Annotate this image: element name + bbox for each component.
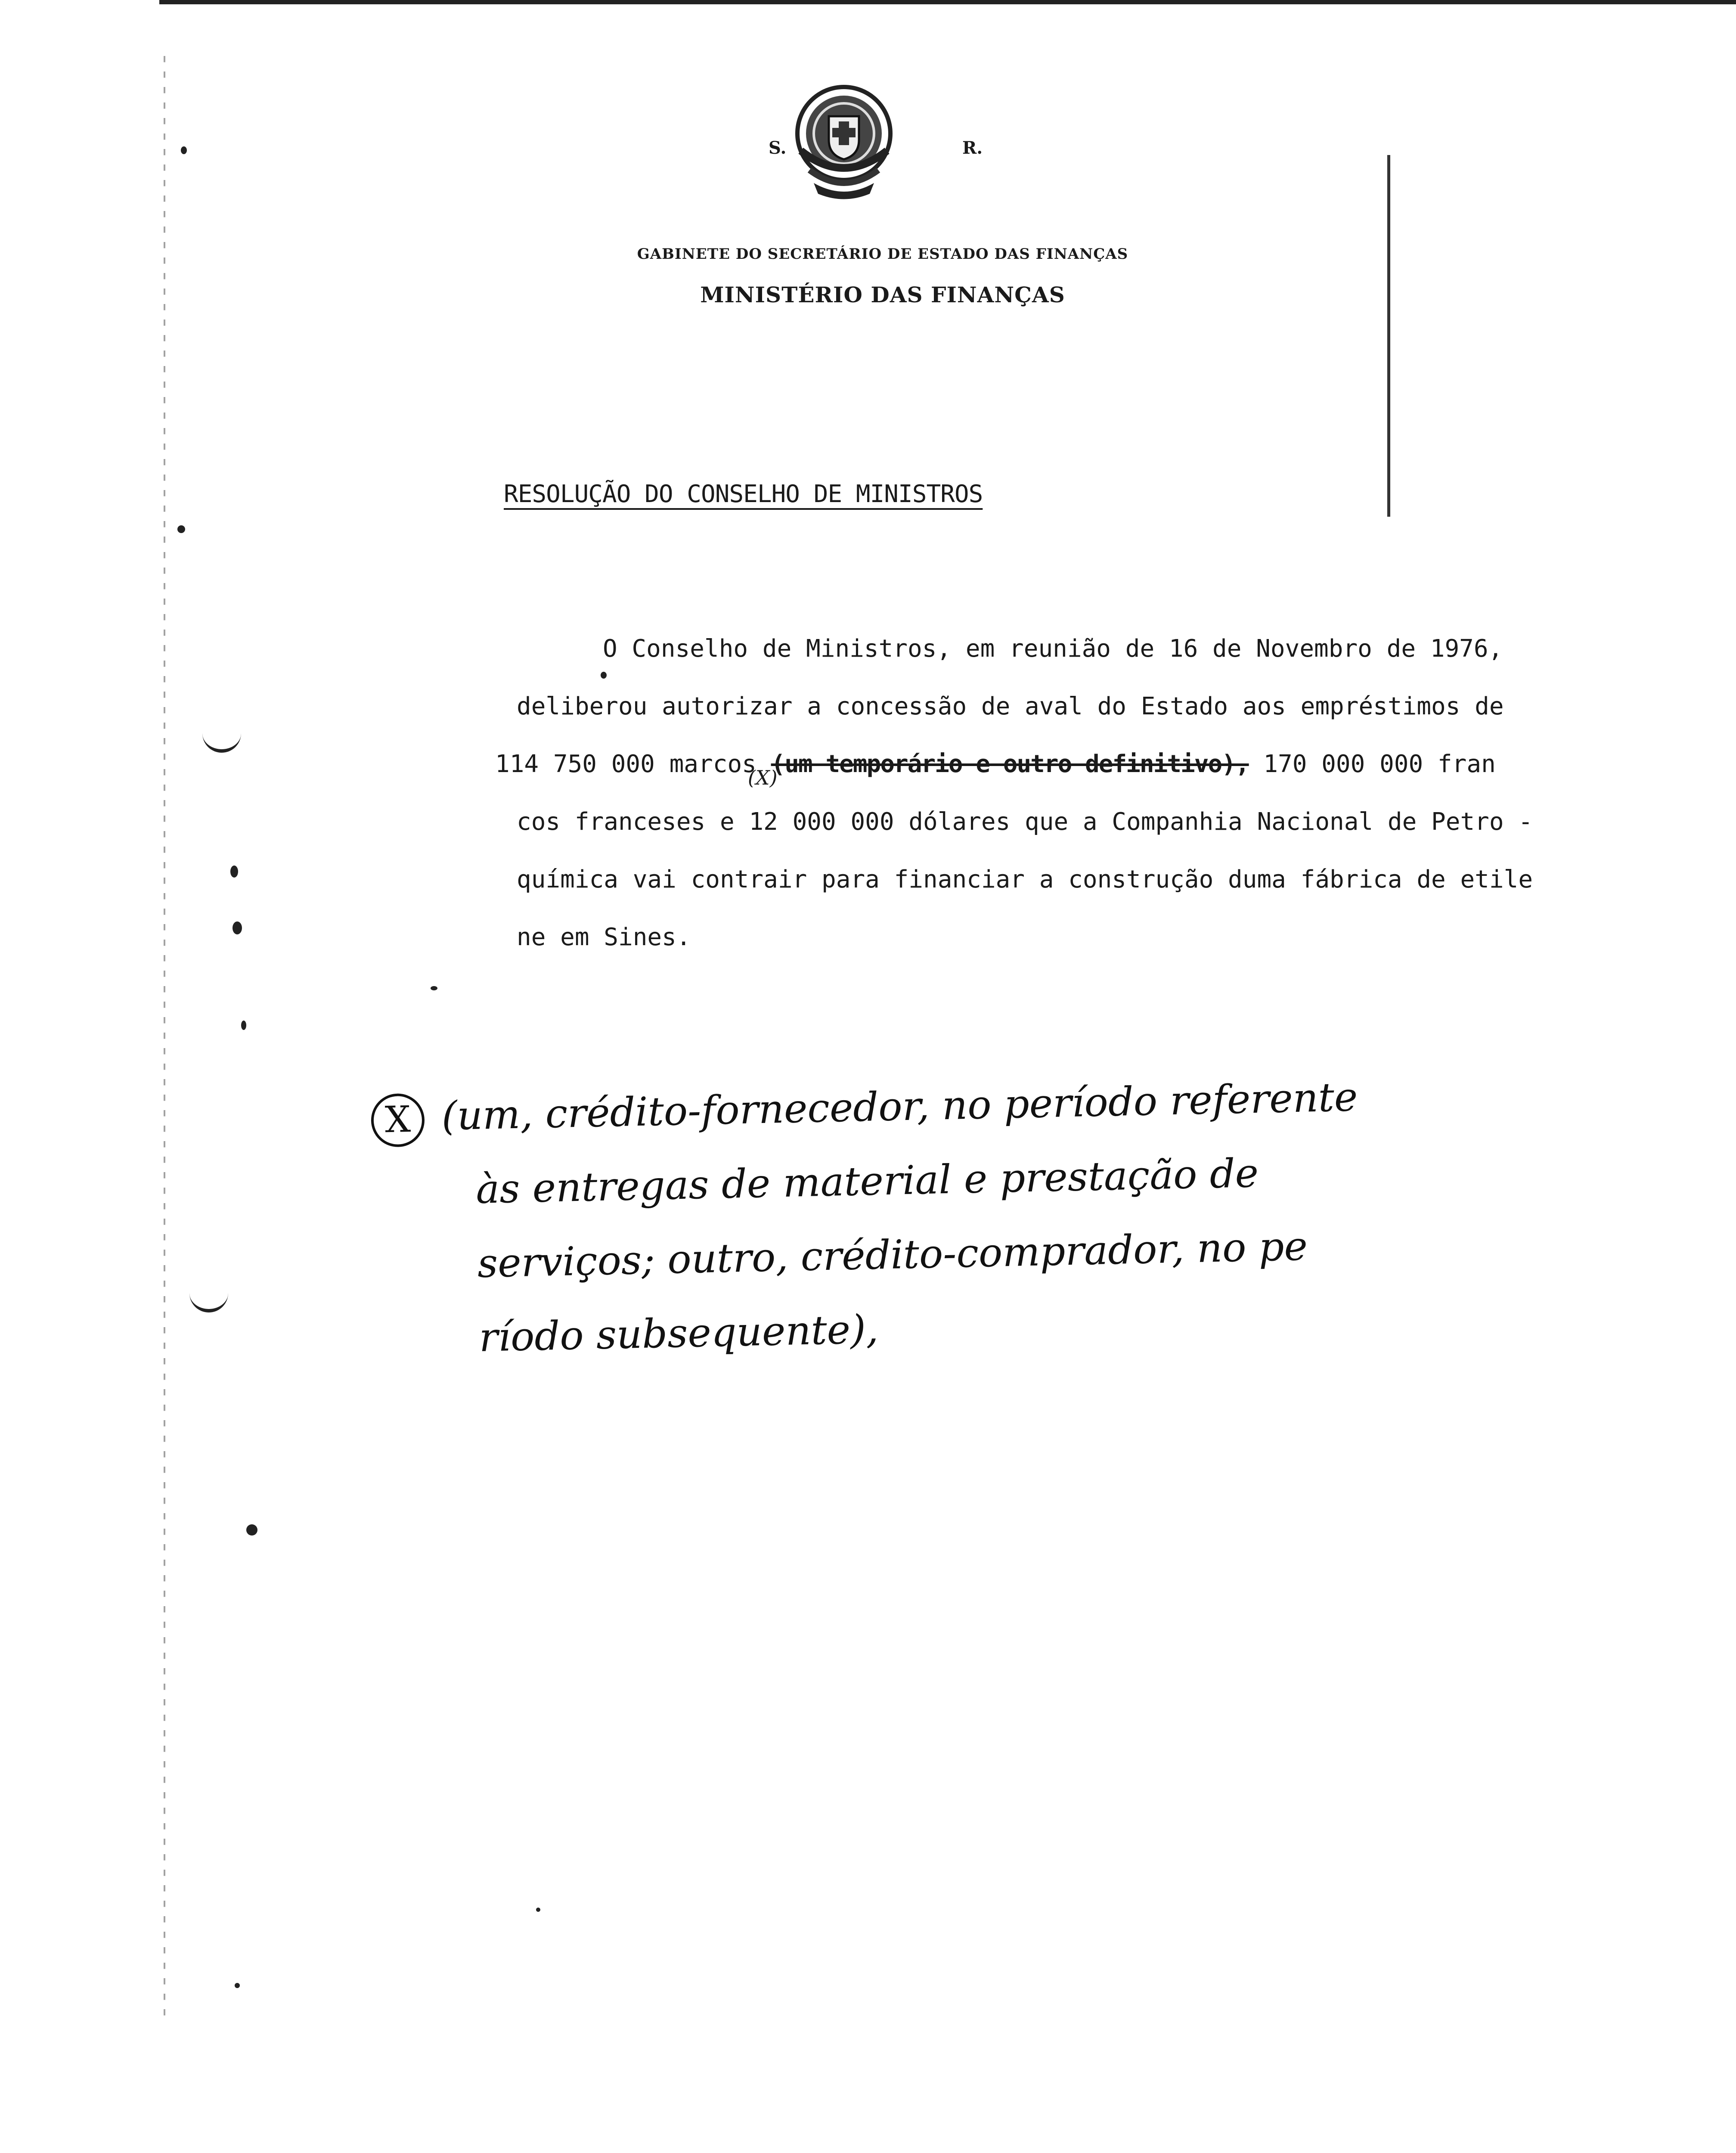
scan-dot (536, 1908, 540, 1912)
body-line-2: deliberou autorizar a concessão de aval do Estado aos empréstimos de (517, 692, 1504, 720)
scan-dot (235, 1983, 240, 1988)
margin-bracket-mark (189, 1292, 228, 1312)
annotation-text-1: (um, crédito-fornecedor, no período referente (441, 1073, 1358, 1139)
scan-edge-marks (164, 56, 165, 2020)
body-line-1: O Conselho de Ministros, em reunião de 16 de Novembro de 1976, (603, 635, 1503, 663)
ministry-name: MINISTÉRIO DAS FINANÇAS (700, 282, 1065, 307)
loan-francs-amount: 170 000 000 fran (1263, 750, 1496, 778)
cabinet-name: GABINETE DO SECRETÁRIO DE ESTADO DAS FINANÇAS (637, 245, 1128, 263)
struck-text: (um temporário e outro definitivo), (771, 750, 1249, 778)
top-border-line (159, 0, 1736, 4)
annotation-line-4: ríodo subsequente), (478, 1306, 879, 1361)
margin-bar (1387, 155, 1390, 517)
scan-dot (232, 921, 242, 934)
scan-dot (246, 1524, 257, 1536)
scan-dot (230, 866, 238, 878)
scan-dot (431, 986, 437, 990)
annotation-line-2: às entregas de material e prestação de (475, 1150, 1259, 1213)
right-initial: R. (962, 138, 983, 158)
margin-bracket-mark (202, 732, 241, 753)
body-line-3 (495, 735, 1550, 793)
body-line-4: cos franceses e 12 000 000 dólares que a Companhia Nacional de Petro - (517, 808, 1533, 836)
body-line-5: química vai contrair para financiar a construção duma fábrica de etile (517, 866, 1533, 893)
letterhead (431, 78, 1335, 307)
resolution-body (495, 620, 1550, 966)
body-line-6: ne em Sines. (517, 923, 691, 951)
circled-x-marker: X (371, 1093, 425, 1148)
annotation-line-3: serviços; outro, crédito-comprador, no pe (477, 1223, 1308, 1287)
scan-dot (177, 525, 185, 533)
scan-dot (181, 146, 187, 154)
coat-of-arms-icon (788, 82, 900, 207)
handwritten-annotation (370, 1055, 1582, 1377)
resolution-title: RESOLUÇÃO DO CONSELHO DE MINISTROS (504, 480, 983, 508)
left-initial: S. (769, 138, 787, 158)
scan-dot (241, 1021, 246, 1030)
loan-marks-amount: 114 750 000 marcos (495, 750, 756, 778)
